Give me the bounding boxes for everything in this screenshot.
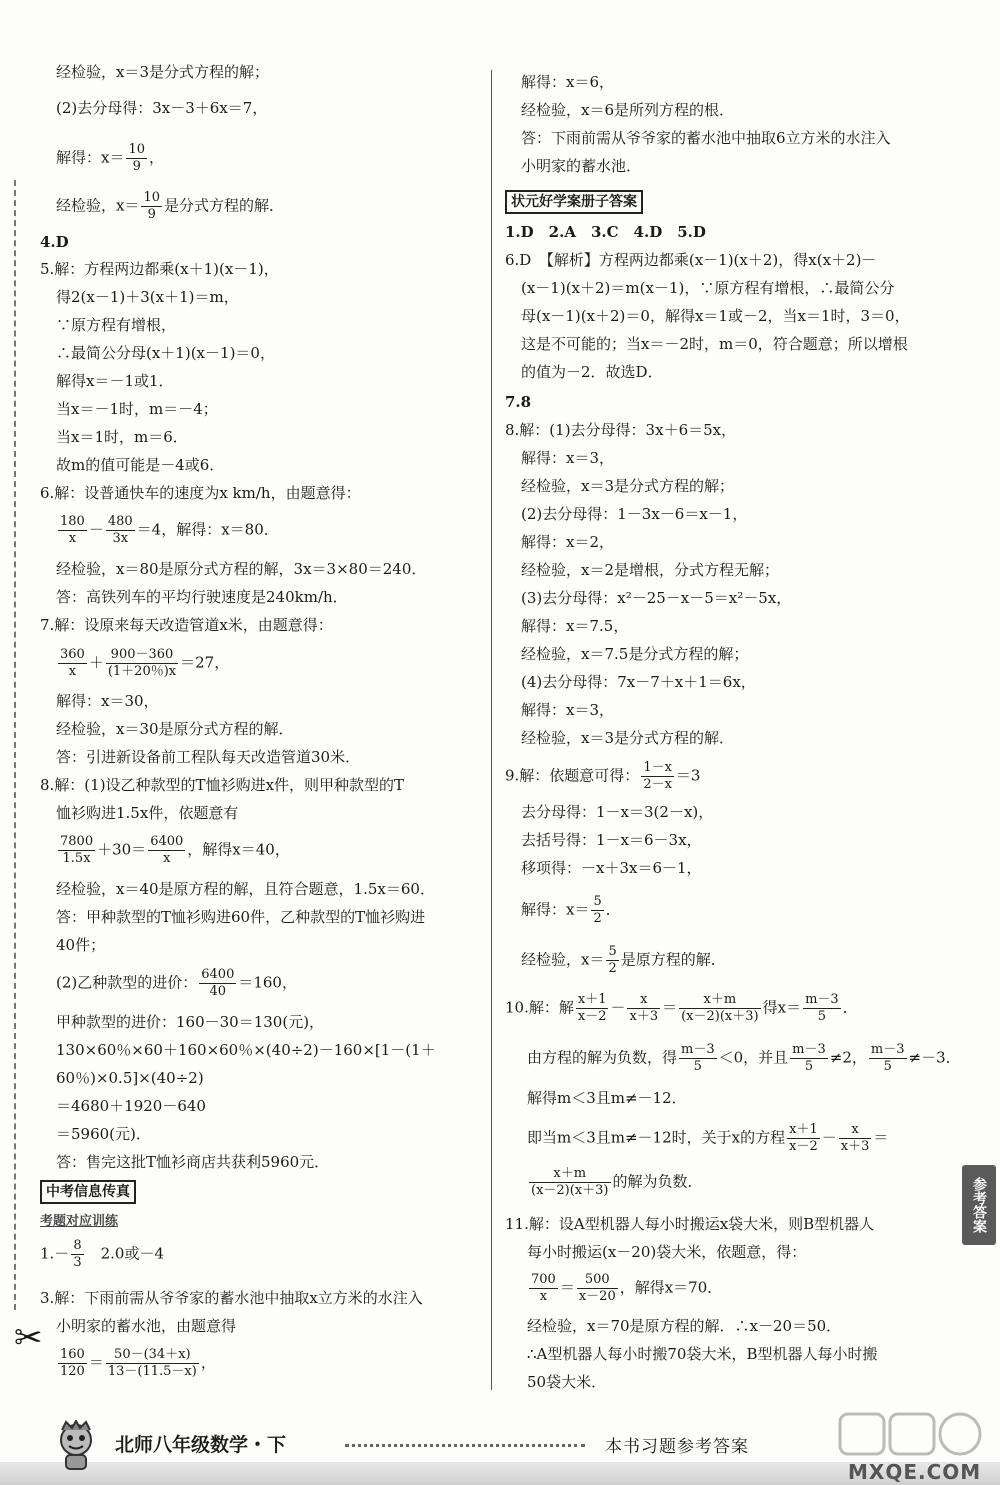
text-line: 恤衫购进1.5x件，依题意有	[56, 804, 239, 822]
text: 由方程的解为负数，得	[527, 1048, 678, 1067]
text: 解得：x＝	[56, 148, 125, 167]
text-line	[505, 1042, 961, 1075]
fraction	[58, 1347, 87, 1380]
text-line: 经检验，x＝3是分式方程的解；	[56, 63, 270, 81]
denominator: x－20	[578, 1289, 616, 1304]
fraction	[679, 992, 761, 1025]
fraction	[106, 1347, 199, 1380]
text-line: 解得：x＝30，	[56, 692, 159, 710]
text-line: ∴A型机器人每小时搬70袋大米，B型机器人每小时搬	[527, 1345, 878, 1363]
text-line: (2)去分母得：1－3x－6＝x－1，	[521, 505, 748, 523]
text-line: 6.解：设普通快车的速度为x km/h，由题意得：	[40, 484, 361, 502]
text: ＋	[88, 653, 104, 672]
text-line	[40, 190, 284, 223]
denominator: 5	[693, 1059, 702, 1074]
scissors-icon: ✂	[14, 1318, 43, 1358]
fraction	[641, 760, 674, 793]
text: 是分式方程的解．	[164, 196, 285, 215]
text: 即当m＜3且m≠－12时，关于x的方程	[527, 1128, 786, 1147]
text-line: 当x＝－1时，m＝－4；	[56, 400, 218, 418]
text: 9.解：依题意可得：	[505, 766, 640, 785]
section-heading	[40, 1180, 136, 1204]
text-line: 经检验，x＝30是原分式方程的解．	[56, 720, 294, 738]
text: ≠－3．	[908, 1048, 961, 1067]
numerator: 10	[128, 142, 146, 157]
numerator: 700	[531, 1272, 556, 1287]
denominator: x	[68, 664, 77, 679]
fraction	[790, 1042, 828, 1075]
section-heading	[505, 190, 643, 214]
text-line: 11.解：设A型机器人每小时搬运x袋大米，则B型机器人	[505, 1215, 875, 1233]
fraction	[58, 834, 95, 867]
denominator: (1＋20％)x	[107, 664, 177, 679]
text-line	[505, 944, 726, 977]
text: 的解为负数．	[612, 1172, 703, 1191]
cut-line	[14, 180, 16, 1310]
text: ．	[605, 900, 621, 919]
text-line	[505, 992, 858, 1025]
text-line: 答：引进新设备前工程队每天改造管道30米．	[56, 748, 361, 766]
denominator: 13－(11.5－x)	[107, 1364, 197, 1379]
text-line: 5.解：方程两边都乘(x＋1)(x－1)，	[40, 260, 279, 278]
text-line	[505, 1272, 722, 1305]
fraction	[787, 1122, 820, 1155]
text-line: (3)去分母得：x²－25－x－5＝x²－5x，	[521, 589, 792, 607]
text-line: 8.解：(1)去分母得：3x＋6＝5x，	[505, 421, 737, 439]
text-line: 解得：x＝2，	[521, 533, 615, 551]
text-line: 每小时搬运(x－20)袋大米，依题意，得：	[527, 1243, 807, 1261]
text-line: 当x＝1时，m＝6．	[56, 428, 188, 446]
numerator: 7800	[60, 834, 94, 849]
denominator: 3x	[112, 531, 129, 546]
denominator: 3	[73, 1255, 82, 1270]
text-line: 经检验，x＝6是所列方程的根．	[521, 101, 735, 119]
text-line: (2)去分母得：3x－3＋6x＝7，	[56, 99, 268, 117]
text-line	[40, 142, 164, 175]
text-line: 得2(x－1)＋3(x＋1)＝m，	[56, 288, 239, 306]
text-line: 去分母得：1－x＝3(2－x)，	[521, 803, 714, 821]
text-line: 小明家的蓄水池．	[521, 157, 642, 175]
text: ＝	[559, 1278, 575, 1297]
text-line: 解得m＜3且m≠－12．	[527, 1089, 687, 1107]
fraction	[803, 992, 841, 1025]
text-line	[505, 894, 621, 927]
text: ＝27，	[180, 653, 230, 672]
text-line	[40, 647, 229, 680]
numerator: 900－360	[106, 647, 178, 664]
text-line: (x－1)(x＋2)＝m(x－1)，∵原方程有增根，∴最简公分	[521, 279, 895, 297]
text-line	[40, 834, 290, 867]
numerator: m－3	[681, 1042, 715, 1057]
text-line	[40, 1238, 164, 1271]
numerator: x＋m	[679, 992, 761, 1009]
text: ．	[842, 998, 858, 1017]
text: ，解得x＝70．	[619, 1278, 723, 1297]
numerator: m－3	[805, 992, 839, 1007]
denominator: x－2	[577, 1009, 607, 1024]
numerator: x	[627, 992, 660, 1009]
text-line: 解得：x＝3，	[521, 701, 615, 719]
text-line: 6.D 【解析】方程两边都乘(x－1)(x＋2)，得x(x＋2)－	[505, 251, 877, 269]
text: ＝160，	[238, 973, 297, 992]
text: 是原方程的解．	[620, 950, 726, 969]
numerator: 5	[593, 894, 602, 909]
text-line	[40, 514, 279, 547]
denominator: x	[539, 1289, 548, 1304]
denominator: 2	[608, 961, 617, 976]
text: 得x＝	[762, 998, 802, 1017]
denominator: x	[163, 851, 171, 866]
text: ＝3	[675, 766, 701, 785]
text: ＝4，解得：x＝80．	[136, 520, 279, 539]
section-label: 中考信息传真	[40, 1180, 136, 1204]
answer-number: 7.8	[505, 393, 532, 411]
answer-list: 1.D 2.A 3.C 4.D 5.D	[505, 223, 706, 241]
subsection-label: 考题对应训练	[40, 1214, 119, 1229]
text-line: ＝5960(元)．	[56, 1125, 151, 1143]
text-line: 3.解：下雨前需从爷爷家的蓄水池中抽取x立方米的水注入	[40, 1289, 423, 1307]
denominator: 5	[804, 1059, 814, 1074]
fraction	[106, 514, 135, 547]
denominator: (x－2)(x＋3)	[681, 1009, 759, 1024]
fraction	[148, 834, 185, 867]
text-line: 解得：x＝7.5，	[521, 617, 629, 635]
text-line	[505, 1166, 703, 1199]
text-line: 经检验，x＝3是分式方程的解．	[521, 729, 735, 747]
text: －	[88, 520, 104, 539]
text-line: ∵原方程有增根，	[56, 316, 177, 334]
fraction	[106, 647, 178, 680]
denominator: 9	[147, 207, 156, 222]
numerator: 480	[107, 514, 133, 529]
text: －	[610, 998, 626, 1017]
text-line: 这是不可能的；当x＝－2时，m＝0，符合题意；所以增根	[521, 335, 908, 353]
footer-caption: 本书习题参考答案	[605, 1437, 749, 1457]
text-line: 130×60％×60＋160×60％×(40÷2)－160×[1－(1＋	[56, 1041, 436, 1059]
text: ，	[200, 1353, 216, 1372]
footer-dots	[345, 1444, 585, 1447]
denominator: 5	[817, 1009, 827, 1024]
text-line: 甲种款型的进价：160－30＝130(元)，	[56, 1013, 325, 1031]
fraction	[199, 967, 236, 1000]
text: ＝	[873, 1128, 889, 1147]
numerator: x＋1	[789, 1122, 818, 1137]
fraction	[839, 1122, 872, 1155]
text: 10.解：解	[505, 998, 574, 1017]
text: ＝	[88, 1353, 104, 1372]
text-line: 答：高铁列车的平均行驶速度是240km/h．	[56, 588, 348, 606]
numerator: 6400	[150, 834, 184, 849]
denominator: 5	[883, 1059, 892, 1074]
text-line: 移项得：－x＋3x＝6－1，	[521, 859, 702, 877]
text: 1.－	[40, 1244, 70, 1263]
text-line: 60％)×0.5]×(40÷2)	[56, 1069, 204, 1087]
text: ，解得x＝40，	[187, 840, 290, 859]
watermark-text: MXQE.COM	[848, 1460, 982, 1484]
numerator: 1－x	[643, 760, 672, 775]
text-line: 经检验，x＝40是原方程的解，且符合题意，1.5x＝60．	[56, 880, 435, 898]
text-line: 40件；	[56, 936, 106, 954]
denominator: 2	[593, 911, 602, 926]
numerator: 5	[608, 944, 617, 959]
text-line: 母(x－1)(x＋2)＝0，解得x＝1或－2，当x＝1时，3＝0，	[521, 307, 910, 325]
text: 经检验，x＝	[56, 196, 140, 215]
numerator: x＋1	[577, 992, 607, 1007]
text-line: 50袋大米．	[527, 1373, 607, 1391]
text: 2.0或－4	[85, 1244, 164, 1263]
text: ＜0，并且	[718, 1048, 789, 1067]
text: ＋30＝	[97, 840, 147, 859]
text-line: 解得x＝－1或1．	[56, 372, 174, 390]
text: ，	[149, 148, 165, 167]
text-line: 答：售完这批T恤衫商店共获利5960元．	[56, 1153, 330, 1171]
numerator: 180	[60, 514, 85, 529]
numerator: 50－(34＋x)	[106, 1347, 199, 1364]
denominator: 2－x	[643, 777, 672, 792]
denominator: (x－2)(x＋3)	[531, 1183, 609, 1198]
text-line: 解得：x＝6，	[521, 73, 615, 91]
denominator: x＋3	[840, 1139, 870, 1154]
denominator: 1.5x	[62, 851, 91, 866]
text-line: 答：下雨前需从爷爷家的蓄水池中抽取6立方米的水注入	[521, 129, 891, 147]
text-line	[40, 967, 297, 1000]
text: 经检验，x＝	[521, 950, 605, 969]
fraction	[141, 190, 162, 223]
numerator: 6400	[201, 967, 235, 982]
mascot-icon	[52, 1420, 100, 1470]
fraction	[627, 992, 660, 1025]
fraction	[679, 1042, 717, 1075]
numerator: 360	[60, 647, 85, 662]
text-line: 经检验，x＝70是原方程的解．∴x－20＝50．	[527, 1317, 842, 1335]
denominator: 40	[209, 984, 227, 999]
side-tab: 参考答案	[962, 1165, 996, 1245]
fraction	[126, 142, 147, 175]
text-line: 7.解：设原来每天改造管道x米，由题意得：	[40, 616, 333, 634]
fraction	[58, 514, 87, 547]
text: ≠2，	[829, 1048, 867, 1067]
fraction	[591, 894, 603, 927]
text-line	[505, 760, 700, 793]
fraction	[529, 1272, 558, 1305]
text-line: 经检验，x＝80是原分式方程的解，3x＝3×80＝240．	[56, 560, 427, 578]
numerator: x	[839, 1122, 872, 1139]
text-line: 的值为－2．故选D．	[521, 363, 663, 381]
text: －	[821, 1128, 837, 1147]
text-line: 去括号得：1－x＝6－3x，	[521, 831, 702, 849]
text-line: 经检验，x＝7.5是分式方程的解；	[521, 645, 749, 663]
text-line: ∴最简公分母(x＋1)(x－1)＝0，	[56, 344, 275, 362]
numerator: 500	[577, 1272, 618, 1289]
numerator: 8	[73, 1238, 82, 1253]
fraction	[58, 647, 87, 680]
denominator: x	[68, 531, 77, 546]
text-line: 故m的值可能是－4或6．	[56, 456, 225, 474]
text-line: 答：甲种款型的T恤衫购进60件，乙种款型的T恤衫购进	[56, 908, 426, 926]
section-label: 状元好学案册子答案	[505, 190, 643, 214]
answer-number: 4.D	[40, 233, 69, 251]
text-line: 经检验，x＝2是增根，分式方程无解；	[521, 561, 780, 579]
text-line: 小明家的蓄水池，由题意得	[56, 1317, 237, 1335]
text: ＝	[662, 998, 678, 1017]
text-line: (4)去分母得：7x－7＋x＋1＝6x，	[521, 673, 756, 691]
denominator: x＋3	[629, 1009, 659, 1024]
fraction	[869, 1042, 907, 1075]
denominator: 120	[60, 1364, 85, 1379]
numerator: m－3	[792, 1042, 826, 1057]
fraction	[576, 992, 609, 1025]
text-line: 解得：x＝3，	[521, 449, 615, 467]
text-line	[40, 1347, 216, 1380]
fraction	[577, 1272, 618, 1305]
text-line	[505, 1122, 888, 1155]
text-line: 8.解：(1)设乙种款型的T恤衫购进x件，则甲种款型的T	[40, 776, 405, 794]
numerator: 10	[143, 190, 161, 205]
denominator: x－2	[789, 1139, 818, 1154]
numerator: 160	[60, 1347, 85, 1362]
subsection-heading	[40, 1210, 118, 1232]
book-title: 北师八年级数学・下	[115, 1434, 287, 1456]
fraction	[71, 1238, 83, 1271]
text: (2)乙种款型的进价：	[56, 973, 198, 992]
text-line: 经检验，x＝3是分式方程的解；	[521, 477, 735, 495]
text-line: ＝4680＋1920－640	[56, 1097, 206, 1115]
denominator: 9	[132, 159, 141, 174]
text: 解得：x＝	[521, 900, 590, 919]
fraction	[606, 944, 618, 977]
numerator: x＋m	[529, 1166, 611, 1183]
column-divider	[491, 70, 492, 1390]
fraction	[529, 1166, 611, 1199]
numerator: m－3	[870, 1042, 905, 1057]
